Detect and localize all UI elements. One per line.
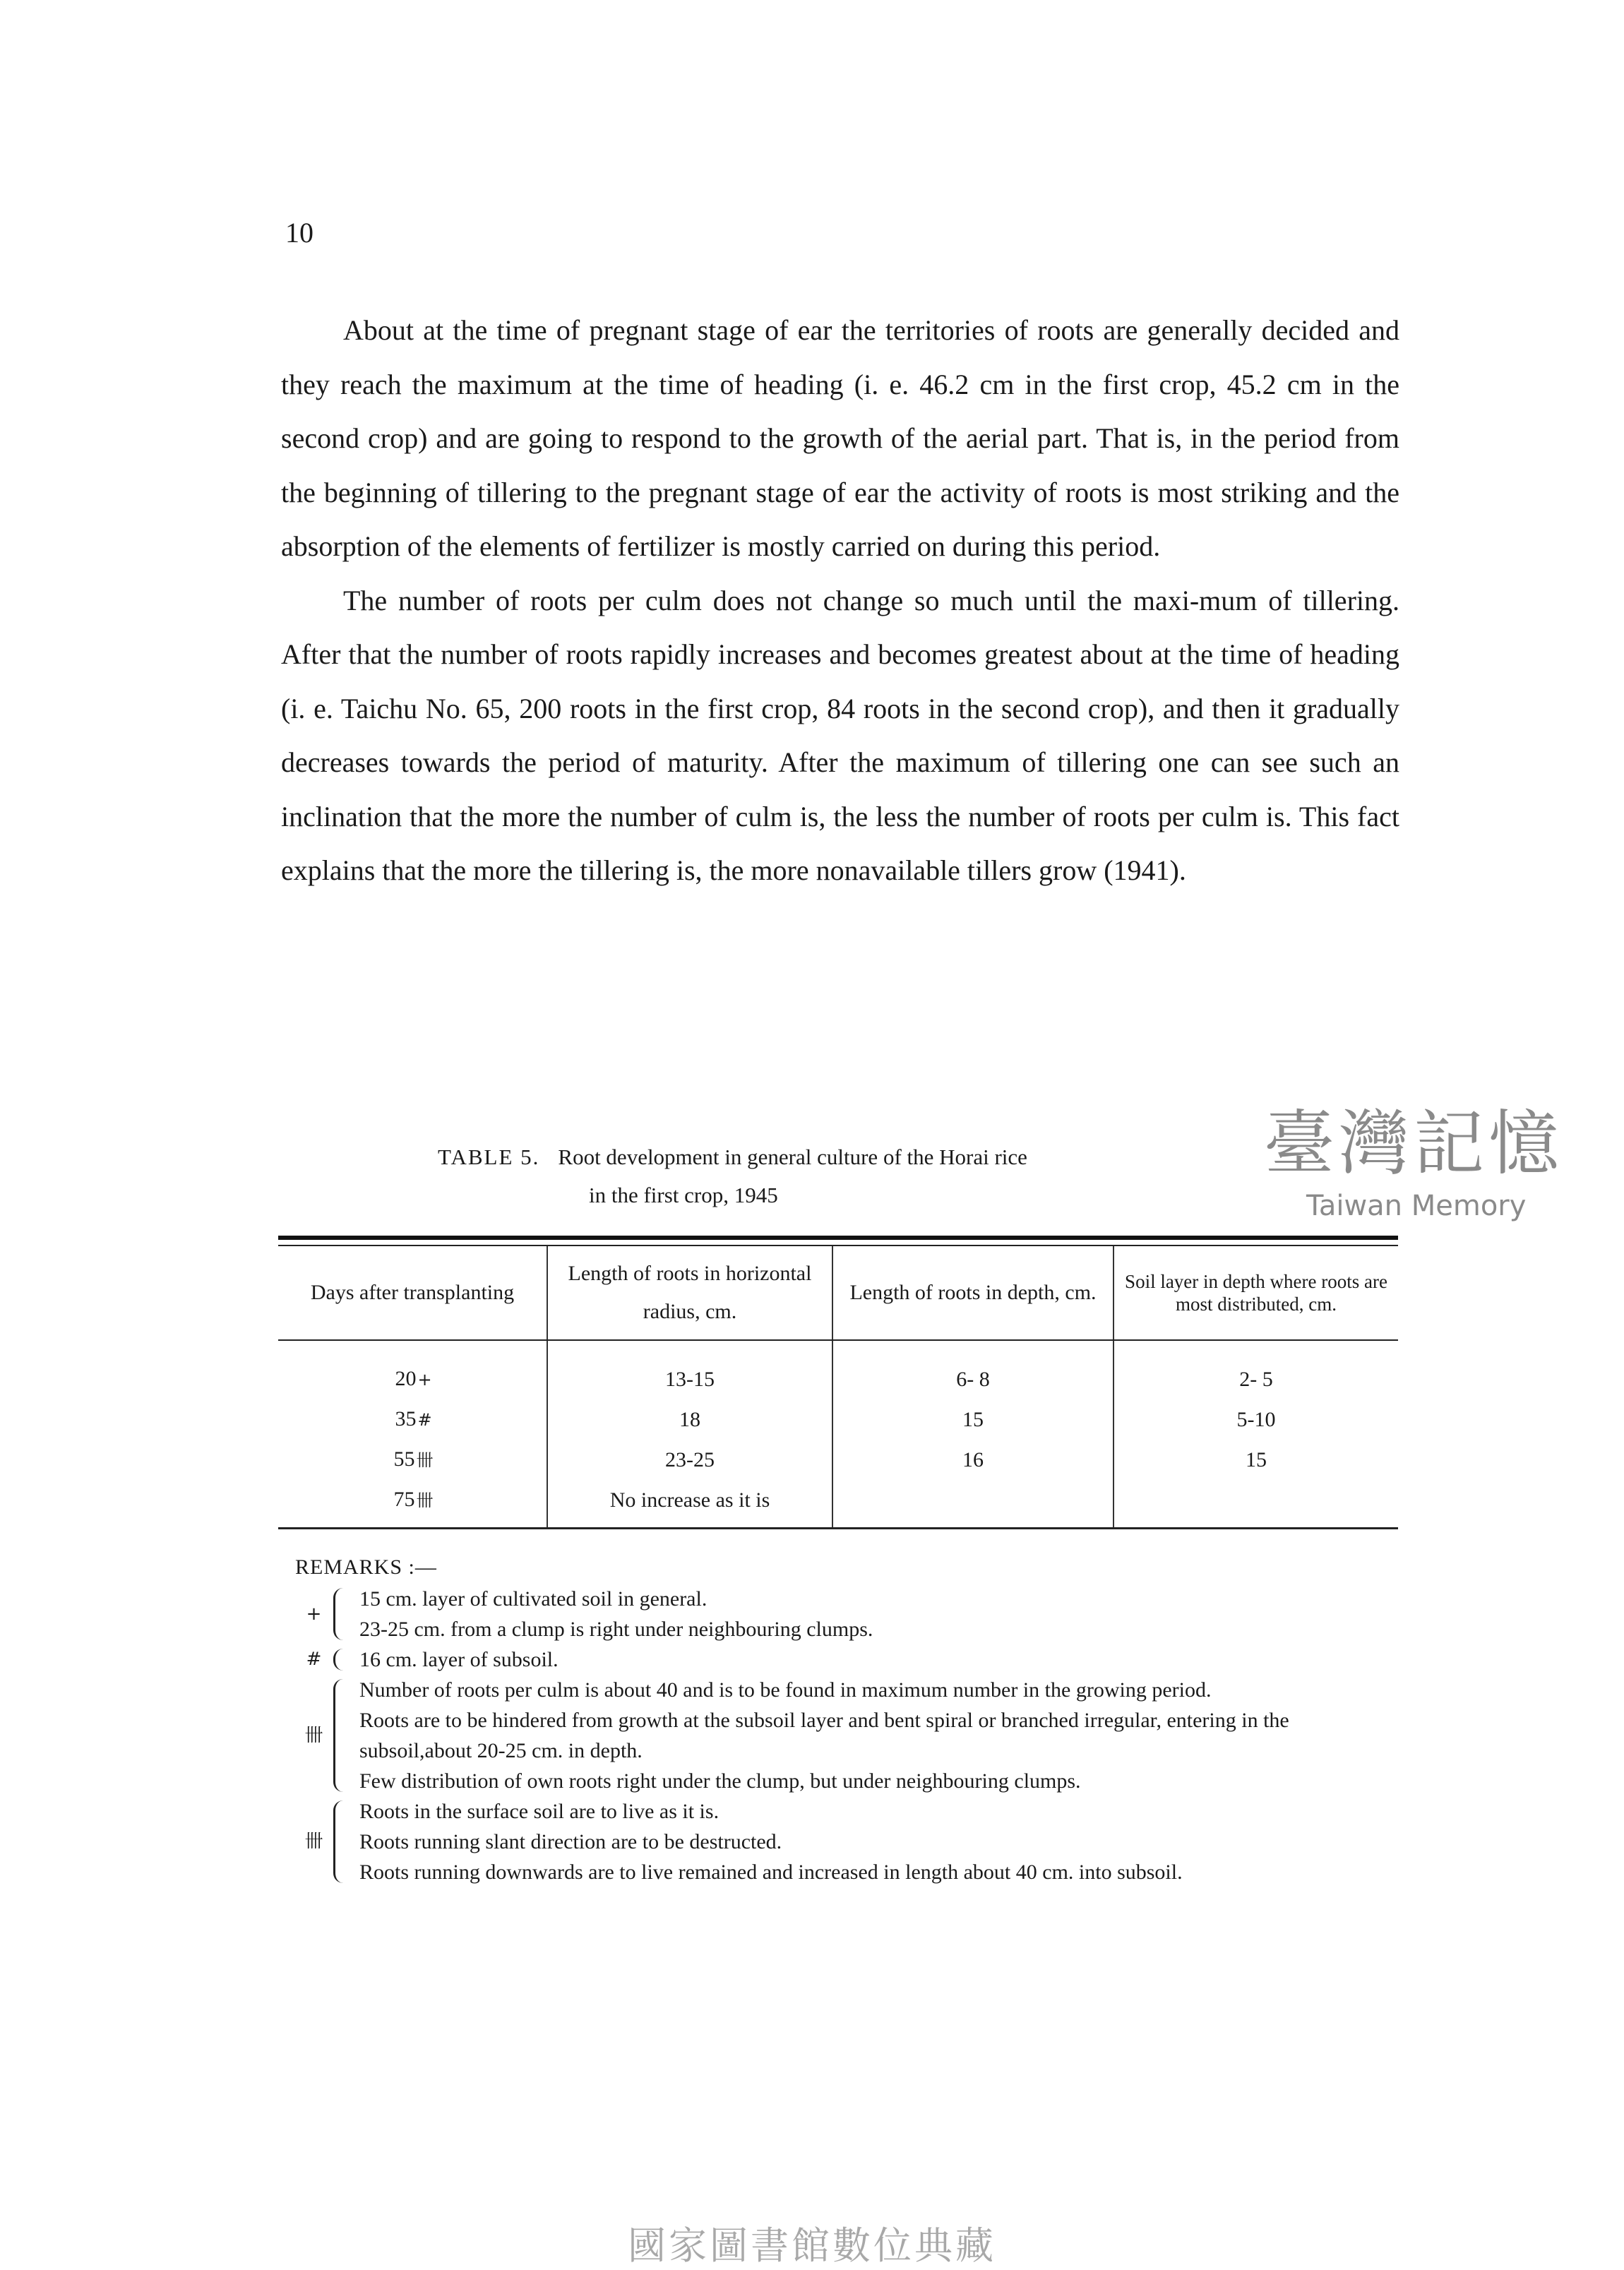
remark-line: 23-25 cm. from a clump is right under neighbouring clumps.: [359, 1618, 873, 1641]
header-horizontal-radius: Length of roots in horizontal radius, cm.: [547, 1246, 832, 1340]
double-plus-mark-icon: #: [417, 1410, 430, 1430]
table-caption-line2: in the first crop, 1945: [589, 1183, 778, 1207]
remark-line: Roots are to be hindered from growth at the subsoil layer and bent spiral or branched irregular, entering in the subsoil,about 20-25 cm. in depth.: [359, 1709, 1289, 1762]
brace-icon: [333, 1649, 351, 1671]
table-row: [278, 1340, 1398, 1399]
remark-line: Few distribution of own roots right under the clump, but under neighbouring clumps.: [359, 1769, 1081, 1793]
remark-item: [295, 1644, 1383, 1675]
paragraph: [281, 304, 1399, 574]
cell-days: 75卌: [278, 1480, 547, 1527]
cell-depth: [832, 1480, 1113, 1527]
table-row: [278, 1480, 1398, 1527]
taiwan-memory-watermark: [1264, 1101, 1603, 1232]
brace-icon: [333, 1588, 351, 1640]
remark-item: [295, 1584, 1383, 1644]
cell-horizontal: 18: [547, 1399, 832, 1440]
brace-icon: [333, 1679, 351, 1792]
paragraph: [281, 574, 1399, 898]
plus-mark-icon: +: [306, 1603, 320, 1625]
table-top-rule-thick: [278, 1236, 1398, 1240]
cell-days: 35#: [278, 1399, 547, 1440]
quadruple-plus-mark-icon: 卌: [416, 1491, 431, 1510]
remark-line: Roots in the surface soil are to live as it is.: [359, 1800, 720, 1823]
cell-depth: 16: [832, 1440, 1113, 1480]
root-development-table: [278, 1236, 1398, 1529]
header-soil-layer: Soil layer in depth where roots are most distributed, cm.: [1113, 1246, 1398, 1340]
remark-line: Roots running slant direction are to be destructed.: [359, 1830, 782, 1853]
header-depth: Length of roots in depth, cm.: [832, 1246, 1113, 1340]
body-text: [281, 304, 1399, 898]
table-caption-label: TABLE 5.: [438, 1145, 540, 1169]
cell-days: 55卌: [278, 1440, 547, 1480]
brace-icon: [333, 1800, 351, 1883]
table-caption-line1: Root development in general culture of the Horai rice: [558, 1145, 1027, 1169]
remarks: [295, 1552, 1383, 1887]
cell-soil-layer: 15: [1113, 1440, 1398, 1480]
watermark-chinese: 臺灣記憶: [1264, 1102, 1563, 1185]
cell-soil-layer: 5-10: [1113, 1399, 1398, 1440]
paragraph-text: About at the time of pregnant stage of ear the territories of roots are generally decided and they reach the maximum at the time of heading (i. e. 46.2 cm in the first crop, 45.2 cm in the second crop) and are going to respond to the growth of the aerial part. That is, in the period from the beginning of tillering to the pregnant stage of ear the activity of roots is most striking and the absorption of the elements of fertilizer is mostly carried on during this period.: [281, 314, 1399, 562]
double-plus-mark-icon: #: [306, 1649, 320, 1670]
watermark-english: Taiwan Memory: [1306, 1190, 1527, 1222]
paragraph-text: The number of roots per culm does not change so much until the maxi-mum of tillering. After that the number of roots rapidly increases and becomes greatest about at the time of heading (i. e. Taichu No. 65, 200 roots in the first crop, 84 roots in the second crop), and then it gradually decreases towards the period of maturity. After the maximum of tillering one can see such an inclination that the more the number of culm is, the less the number of roots per culm is. This fact explains that the more the tillering is, the more nonavailable tillers grow (1941).: [281, 584, 1399, 886]
remarks-title: REMARKS :—: [295, 1555, 437, 1579]
table-header-row: [278, 1246, 1398, 1340]
table-row: [278, 1440, 1398, 1480]
library-footer-watermark: 國家圖書館數位典藏: [628, 2223, 996, 2268]
remark-item: [295, 1796, 1383, 1887]
remark-line: 15 cm. layer of cultivated soil in general.: [359, 1587, 707, 1611]
cell-horizontal: No increase as it is: [547, 1480, 832, 1527]
plus-mark-icon: +: [417, 1370, 430, 1390]
header-days-after-transplanting: Days after transplanting: [278, 1246, 547, 1340]
table-caption: [438, 1138, 1027, 1214]
triple-plus-mark-icon: 卌: [416, 1450, 431, 1470]
page-number: 10: [285, 217, 314, 249]
cell-soil-layer: [1113, 1480, 1398, 1527]
remark-item: [295, 1675, 1383, 1796]
cell-horizontal: 23-25: [547, 1440, 832, 1480]
table-bottom-rule: [278, 1527, 1398, 1529]
remark-line: Roots running downwards are to live remained and increased in length about 40 cm. into subsoil.: [359, 1860, 1183, 1884]
cell-depth: 15: [832, 1399, 1113, 1440]
cell-horizontal: 13-15: [547, 1340, 832, 1399]
cell-depth: 6- 8: [832, 1340, 1113, 1399]
cell-soil-layer: 2- 5: [1113, 1340, 1398, 1399]
triple-plus-mark-icon: 卌: [304, 1724, 321, 1746]
remark-line: 16 cm. layer of subsoil.: [359, 1648, 559, 1671]
cell-days: 20+: [278, 1340, 547, 1399]
quadruple-plus-mark-icon: 卌: [304, 1831, 321, 1852]
table-row: [278, 1399, 1398, 1440]
remark-line: Number of roots per culm is about 40 and is to be found in maximum number in the growing period.: [359, 1678, 1212, 1702]
